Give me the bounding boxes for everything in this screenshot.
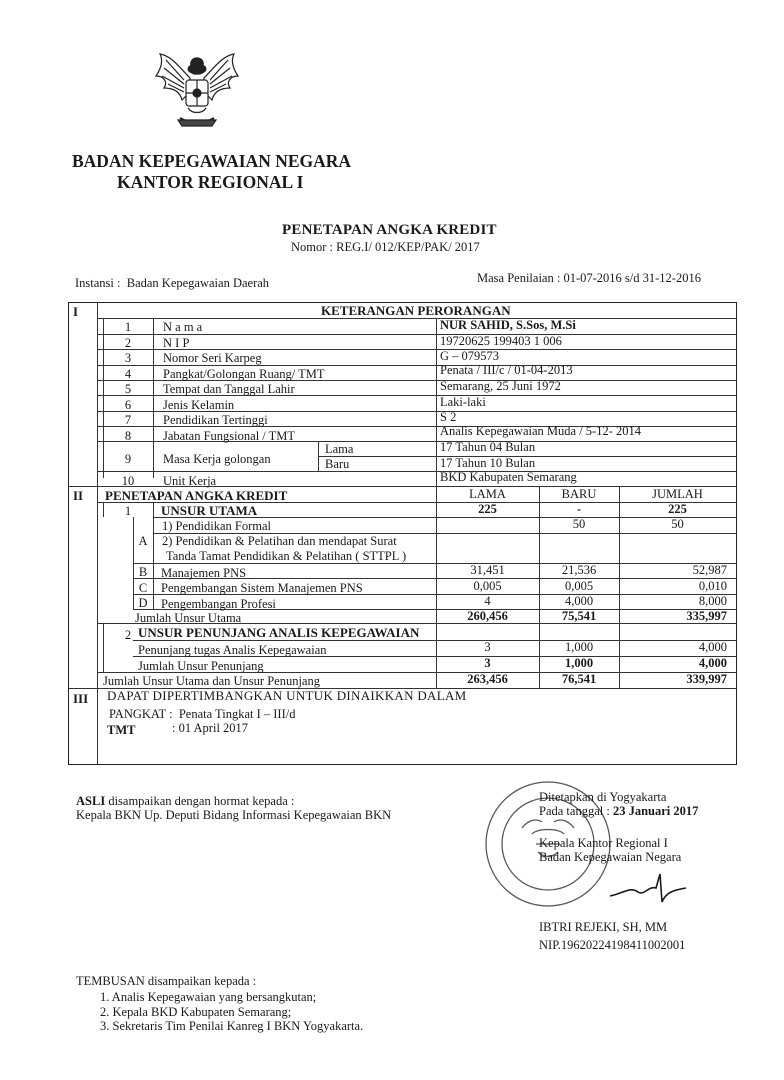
tembusan-item: 1. Analis Kepegawaian yang bersangkutan; (100, 990, 317, 1004)
row-jumlah: 0,010 (698, 579, 727, 593)
row-value: Penata / III/c / 01-04-2013 (440, 363, 573, 377)
penunjang-tugas-label: Penunjang tugas Analis Kepegawaian (138, 643, 327, 657)
jumlah-total-baru: 76,541 (561, 672, 597, 686)
unsur-utama-label: UNSUR UTAMA (161, 503, 258, 518)
masa-kerja-lama-label: Lama (325, 442, 354, 456)
pendidikan-formal-jumlah: 50 (671, 517, 684, 531)
instansi-value: Badan Kepegawaian Daerah (126, 276, 270, 290)
row-label: Pangkat/Golongan Ruang/ TMT (163, 367, 325, 381)
row-label: Pendidikan Tertinggi (163, 413, 268, 427)
row-label: Pengembangan Sistem Manajemen PNS (161, 581, 363, 595)
org-subunit: KANTOR REGIONAL I (117, 172, 304, 192)
penunjang-tugas-lama: 3 (484, 640, 491, 654)
tanggal-label: Pada tanggal : (539, 804, 610, 818)
row-baru: 4,000 (564, 594, 594, 608)
unsur-penunjang-no: 2 (124, 628, 132, 642)
row-baru: 0,005 (564, 579, 594, 593)
penunjang-tugas-jumlah: 4,000 (698, 640, 727, 654)
asli-line (76, 794, 294, 809)
col-header-lama: LAMA (469, 487, 506, 501)
document-title: PENETAPAN ANGKA KREDIT (282, 222, 497, 238)
row-value: 19720625 199403 1 006 (440, 334, 562, 348)
row-no: 9 (124, 452, 132, 466)
row-label: Jenis Kelamin (163, 398, 235, 412)
col-header-jumlah: JUMLAH (652, 487, 703, 501)
row-label: Manajemen PNS (161, 566, 247, 580)
row-no: 3 (124, 351, 132, 365)
jumlah-penunjang-jumlah: 4,000 (698, 656, 727, 670)
jumlah-total-jumlah: 339,997 (686, 672, 727, 686)
section-1-roman: I (73, 304, 79, 319)
tembusan-heading: TEMBUSAN disampaikan kepada : (76, 974, 257, 988)
row-label: Tempat dan Tanggal Lahir (163, 382, 295, 396)
row-jumlah: 52,987 (692, 563, 727, 577)
signer-title-2: Badan Kepegawaian Negara (539, 850, 682, 864)
masa-kerja-baru-value: 17 Tahun 10 Bulan (440, 456, 536, 470)
row-no: 5 (124, 382, 132, 396)
row-no: 2 (124, 336, 132, 350)
row-label: Unit Kerja (163, 474, 217, 488)
unsur-utama-jumlah: 225 (668, 502, 687, 516)
row-label: N I P (163, 336, 190, 350)
pangkat-value: Penata Tingkat I – III/d (178, 707, 296, 721)
masa-penilaian (477, 271, 701, 286)
row-lama: 31,451 (470, 563, 505, 577)
ditetapkan-di: Ditetapkan di Yogyakarta (539, 790, 667, 804)
pendidikan-formal-label: 1) Pendidikan Formal (162, 519, 272, 533)
row-no: 4 (124, 367, 132, 381)
asli-text: disampaikan dengan hormat kepada : (108, 794, 295, 808)
tembusan-item: 2. Kepala BKD Kabupaten Semarang; (100, 1005, 292, 1019)
tmt-value: : 01 April 2017 (172, 721, 249, 735)
row-value: S 2 (440, 410, 457, 424)
garuda-emblem-icon (150, 48, 244, 134)
jumlah-penunjang-lama: 3 (484, 656, 491, 670)
signature-icon (608, 866, 688, 916)
jumlah-unsur-utama-lama: 260,456 (467, 609, 508, 623)
masa-value: 01-07-2016 s/d 31-12-2016 (563, 271, 701, 285)
row-label: Jabatan Fungsional / TMT (163, 429, 296, 443)
row-value: Laki-laki (440, 395, 486, 409)
pendidikan-formal-baru: 50 (572, 517, 586, 531)
row-label: N a m a (163, 320, 203, 334)
row-lama: 0,005 (473, 579, 502, 593)
row-label: Masa Kerja golongan (163, 452, 271, 466)
row-no: 8 (124, 429, 132, 443)
col-header-baru: BARU (561, 487, 597, 501)
pangkat-label: PANGKAT : (109, 707, 173, 721)
tanggal-value: 23 Januari 2017 (612, 804, 699, 818)
section-2-heading: PENETAPAN ANGKA KREDIT (105, 488, 288, 503)
signer-title-1: Kepala Kantor Regional I (539, 836, 668, 850)
jumlah-total-label: Jumlah Unsur Utama dan Unsur Penunjang (103, 674, 320, 688)
masa-kerja-baru-label: Baru (325, 457, 350, 471)
row-letter: C (138, 581, 148, 595)
asli-label: ASLI (76, 794, 106, 808)
tembusan-item: 3. Sekretaris Tim Penilai Kanreg I BKN Yogyakarta. (100, 1019, 364, 1033)
jumlah-total-lama: 263,456 (467, 672, 508, 686)
signer-name: IBTRI REJEKI, SH, MM (539, 920, 668, 934)
jumlah-penunjang-baru: 1,000 (564, 656, 594, 670)
jumlah-unsur-utama-baru: 75,541 (561, 609, 597, 623)
org-name: BADAN KEPEGAWAIAN NEGARA (72, 151, 352, 171)
diklat-label-2: Tanda Tamat Pendidikan & Pelatihan ( STTPL ) (166, 549, 407, 563)
jumlah-penunjang-label: Jumlah Unsur Penunjang (138, 659, 264, 673)
pangkat-line (109, 707, 295, 721)
masa-kerja-lama-value: 17 Tahun 04 Bulan (440, 440, 536, 454)
section-3-roman: III (73, 691, 89, 706)
section-3-heading: DAPAT DIPERTIMBANGKAN UNTUK DINAIKKAN DALAM (107, 688, 467, 703)
row-value: BKD Kabupaten Semarang (440, 470, 577, 484)
section-1-heading: KETERANGAN PERORANGAN (321, 303, 511, 318)
asli-recipient: Kepala BKN Up. Deputi Bidang Informasi Kepegawaian BKN (76, 808, 392, 822)
document-number: Nomor : REG.I/ 012/KEP/PAK/ 2017 (291, 240, 480, 254)
instansi-label: Instansi (75, 276, 114, 290)
credit-table (68, 302, 737, 765)
row-lama: 4 (484, 594, 491, 608)
tmt-label: TMT (107, 723, 136, 737)
row-value: NUR SAHID, S.Sos, M.Si (440, 318, 576, 332)
jumlah-unsur-utama-label: Jumlah Unsur Utama (135, 611, 242, 625)
row-value: Semarang, 25 Juni 1972 (440, 379, 561, 393)
row-label: Nomor Seri Karpeg (163, 351, 262, 365)
penunjang-tugas-baru: 1,000 (564, 640, 594, 654)
row-baru: 21,536 (561, 563, 597, 577)
diklat-label-1: 2) Pendidikan & Pelatihan dan mendapat Surat (162, 534, 397, 548)
section-2-roman: II (73, 488, 84, 503)
instansi-line: Instansi : Badan Kepegawaian Daerah (75, 276, 270, 290)
signer-nip: NIP.196202241984110020​01 (539, 938, 686, 952)
row-jumlah: 8,000 (698, 594, 727, 608)
jumlah-unsur-utama-jumlah: 335,997 (686, 609, 727, 623)
unsur-utama-baru: - (576, 502, 582, 516)
masa-label: Masa Penilaian : (477, 271, 561, 285)
row-no: 7 (124, 413, 132, 427)
letter-a: A (138, 534, 148, 548)
tanggal-line (539, 804, 698, 819)
row-letter: D (138, 596, 148, 610)
row-no: 6 (124, 398, 132, 412)
row-no: 1 (124, 320, 132, 334)
row-no: 10 (121, 474, 135, 488)
unsur-utama-lama: 225 (478, 502, 497, 516)
row-value: Analis Kepegawaian Muda / 5-12- 2014 (440, 424, 641, 438)
row-label: Pengembangan Profesi (161, 597, 276, 611)
unsur-utama-no: 1 (124, 504, 132, 518)
row-value: G – 079573 (440, 349, 500, 363)
row-letter: B (138, 565, 148, 579)
unsur-penunjang-label: UNSUR PENUNJANG ANALIS KEPEGAWAIAN (138, 625, 420, 640)
